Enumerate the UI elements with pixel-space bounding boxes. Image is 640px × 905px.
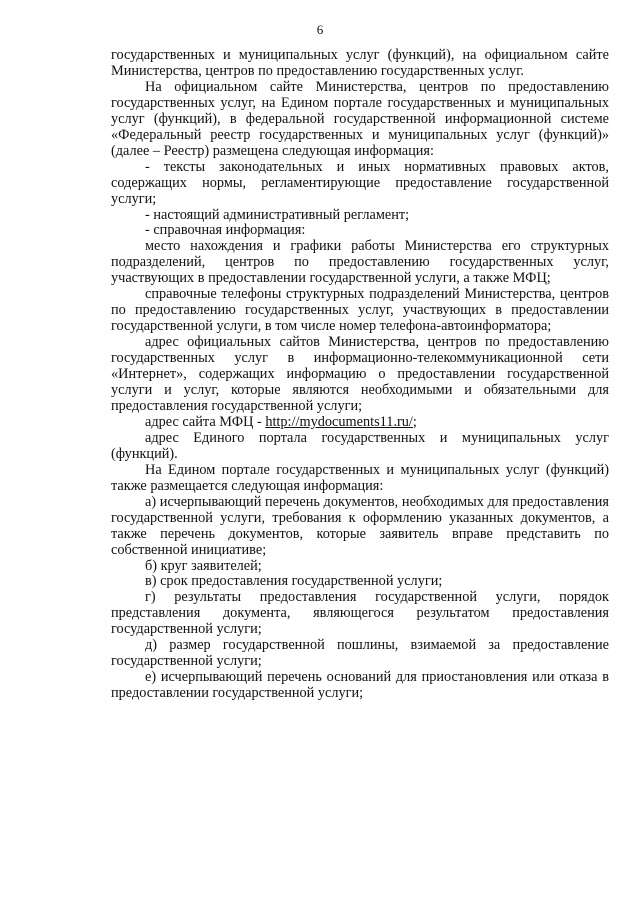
paragraph-location-schedule: место нахождения и графики работы Министерства его структурных подразделений, центров по предоставлению государственных услуг, участвующих в предоставлении государственной услуги, а также МФЦ;	[111, 238, 609, 287]
list-item-legal-acts: - тексты законодательных и иных нормативных правовых актов, содержащих нормы, регламентирующие предоставление государственной услуги;	[111, 158, 609, 207]
mfc-site-link[interactable]: http://mydocuments11.ru/	[265, 413, 413, 430]
paragraph-reference-phones: справочные телефоны структурных подразделений Министерства, центров по предоставлению государственных услуг, участвующих в предоставлении государственной услуги, в том числе номер телефона-автоинформатора;	[111, 286, 609, 335]
paragraph-continuation: государственных и муниципальных услуг (функций), на официальном сайте Министерства, центров по предоставлению государственных услуг.	[111, 47, 609, 79]
list-item-regulation: - настоящий административный регламент;	[145, 206, 410, 223]
paragraph-mfc-site	[111, 415, 609, 431]
list-item-c: в) срок предоставления государственной услуги;	[145, 573, 443, 590]
list-item-f: е) исчерпывающий перечень оснований для приостановления или отказа в предоставлении государственной услуги;	[111, 669, 609, 702]
list-item-d: г) результаты предоставления государственной услуги, порядок представления документа, являющегося результатом предоставления государственной услуги;	[111, 589, 609, 638]
list-item-a: а) исчерпывающий перечень документов, необходимых для предоставления государственной услуги, требования к оформлению указанных документов, а также перечень документов, которые заявитель вправе представить по собственной инициативе;	[111, 493, 609, 558]
list-item-e: д) размер государственной пошлины, взимаемой за предоставление государственной услуги;	[111, 637, 609, 670]
list-item-reference-info: - справочная информация:	[145, 222, 306, 239]
mfc-site-prefix: адрес сайта МФЦ -	[145, 413, 266, 430]
paragraph-unified-portal-info: На Едином портале государственных и муниципальных услуг (функций) также размещается следующая информация:	[111, 461, 609, 494]
paragraph-info-placement: На официальном сайте Министерства, центров по предоставлению государственных услуг, на Едином портале государственных и муниципальных услуг (функций), в федеральной государственной информационной системе «Федеральный реестр государственных и муниципальных услуг (функций)» (далее – Реестр) размещена следующая информация:	[111, 78, 609, 159]
mfc-site-suffix: ;	[412, 413, 417, 430]
document-body	[111, 48, 609, 702]
list-item-b: б) круг заявителей;	[145, 557, 262, 574]
paragraph-official-sites: адрес официальных сайтов Министерства, центров по предоставлению государственных услуг в информационно-телекоммуникационной сети «Интернет», содержащих информацию о предоставлении государственной услуги и услуг, которые являются необходимыми и обязательными для предоставления государственной услуги;	[111, 334, 609, 414]
page-number: 6	[316, 22, 324, 37]
paragraph-unified-portal-address: адрес Единого портала государственных и муниципальных услуг (функций).	[111, 429, 609, 462]
